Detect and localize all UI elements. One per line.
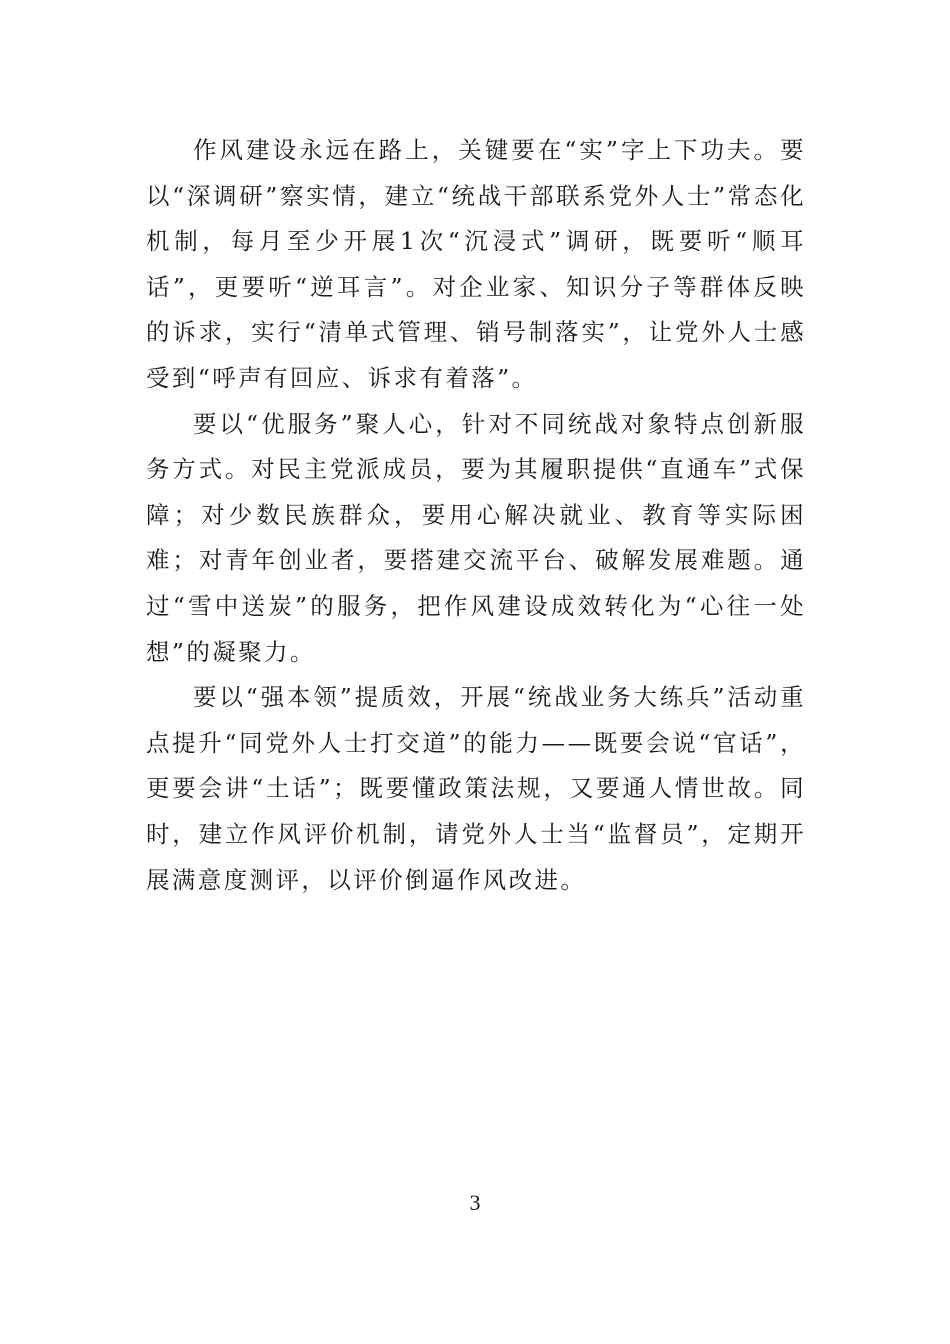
paragraph-2: 要以“优服务”聚人心，针对不同统战对象特点创新服务方式。对民主党派成员，要为其履职提供“直通车”式保障；对少数民族群众，要用心解决就业、教育等实际困难；对青年创业者，要搭建交流平台、破解发展难题。通过“雪中送炭”的服务，把作风建设成效转化为“心往一处想”的凝聚力。 [146,409,806,666]
body-text [146,128,806,903]
paragraph-1: 作风建设永远在路上，关键要在“实”字上下功夫。要以“深调研”察实情，建立“统战干部联系党外人士”常态化机制，每月至少开展1次“沉浸式”调研，既要听“顺耳话”，更要听“逆耳言”。对企业家、知识分子等群体反映的诉求，实行“清单式管理、销号制落实”，让党外人士感受到“呼声有回应、诉求有着落”。 [146,136,806,392]
paragraph-3: 要以“强本领”提质效，开展“统战业务大练兵”活动重点提升“同党外人士打交道”的能力——既要会说“官话”，更要会讲“土话”；既要懂政策法规，又要通人情世故。同时，建立作风评价机制，请党外人士当“监督员”，定期开展满意度测评，以评价倒逼作风改进。 [146,683,806,894]
page-number: 3 [469,1190,481,1215]
